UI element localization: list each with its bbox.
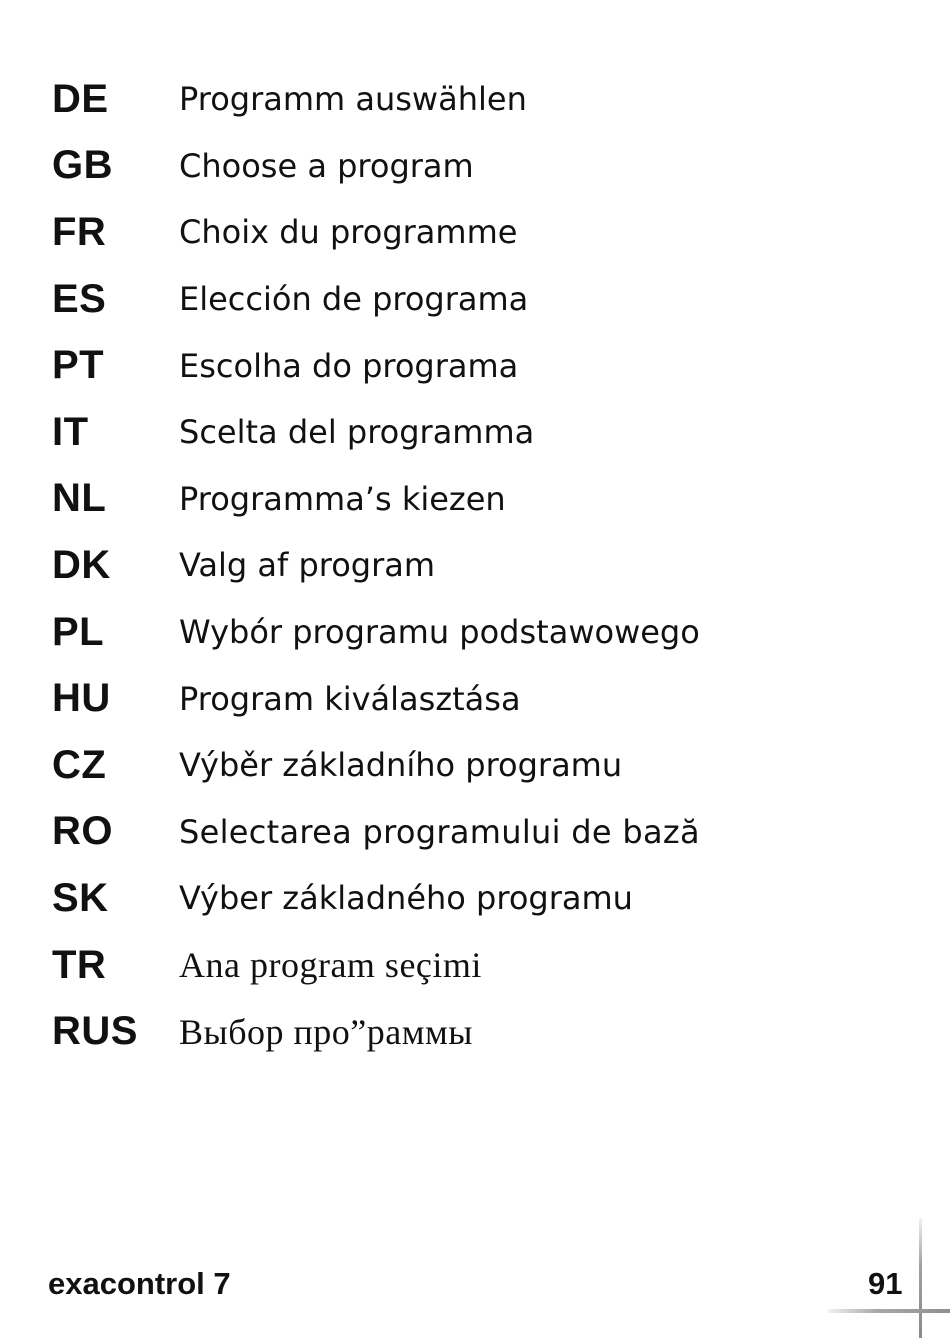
- language-code: DE: [52, 76, 109, 121]
- language-code: NL: [52, 476, 107, 521]
- language-row-gb: [52, 133, 700, 200]
- footer-brand: exacontrol 7: [48, 1266, 231, 1301]
- crop-mark-horizontal: [828, 1309, 950, 1313]
- language-title: Programma’s kiezen: [179, 479, 506, 518]
- language-title: Selectarea programului de bază: [179, 812, 700, 851]
- language-title: Program kiválasztása: [179, 679, 521, 718]
- language-row-de: [52, 66, 700, 133]
- language-row-nl: [52, 466, 700, 533]
- language-title: Choose a program: [179, 146, 474, 185]
- language-code: RO: [52, 809, 113, 854]
- language-code: HU: [52, 676, 111, 721]
- language-list: [52, 66, 700, 1065]
- language-row-ro: [52, 799, 700, 866]
- language-code: PL: [52, 609, 105, 654]
- language-code: FR: [52, 209, 107, 254]
- language-row-cz: [52, 732, 700, 799]
- language-row-rus: [52, 998, 700, 1065]
- language-title: Scelta del programma: [179, 413, 535, 452]
- language-code: SK: [52, 875, 109, 920]
- language-title: Ana program seçimi: [179, 945, 482, 986]
- language-code: CZ: [52, 742, 107, 787]
- language-code: RUS: [52, 1009, 138, 1054]
- language-title: Programm auswählen: [179, 80, 527, 119]
- language-code: IT: [52, 409, 89, 454]
- language-title: Výběr základního programu: [179, 746, 623, 785]
- language-row-hu: [52, 665, 700, 732]
- language-row-dk: [52, 532, 700, 599]
- language-code: DK: [52, 542, 111, 587]
- language-title: Výber základného programu: [179, 879, 633, 918]
- language-code: PT: [52, 343, 105, 388]
- language-row-es: [52, 266, 700, 333]
- language-row-it: [52, 399, 700, 466]
- language-title: Escolha do programa: [179, 346, 519, 385]
- language-code: TR: [52, 942, 107, 987]
- language-title: Elección de programa: [179, 280, 529, 319]
- language-row-tr: [52, 932, 700, 999]
- language-title: Choix du programme: [179, 213, 518, 252]
- language-title: Wybór programu podstawowego: [179, 613, 700, 652]
- language-code: ES: [52, 276, 107, 321]
- crop-mark-vertical: [919, 1218, 922, 1338]
- language-code: GB: [52, 143, 113, 188]
- page-number: 91: [868, 1266, 903, 1301]
- language-title: Valg af program: [179, 546, 436, 585]
- language-row-fr: [52, 199, 700, 266]
- language-row-pl: [52, 599, 700, 666]
- language-row-pt: [52, 332, 700, 399]
- language-title: Выбор про”раммы: [179, 1011, 473, 1052]
- language-row-sk: [52, 865, 700, 932]
